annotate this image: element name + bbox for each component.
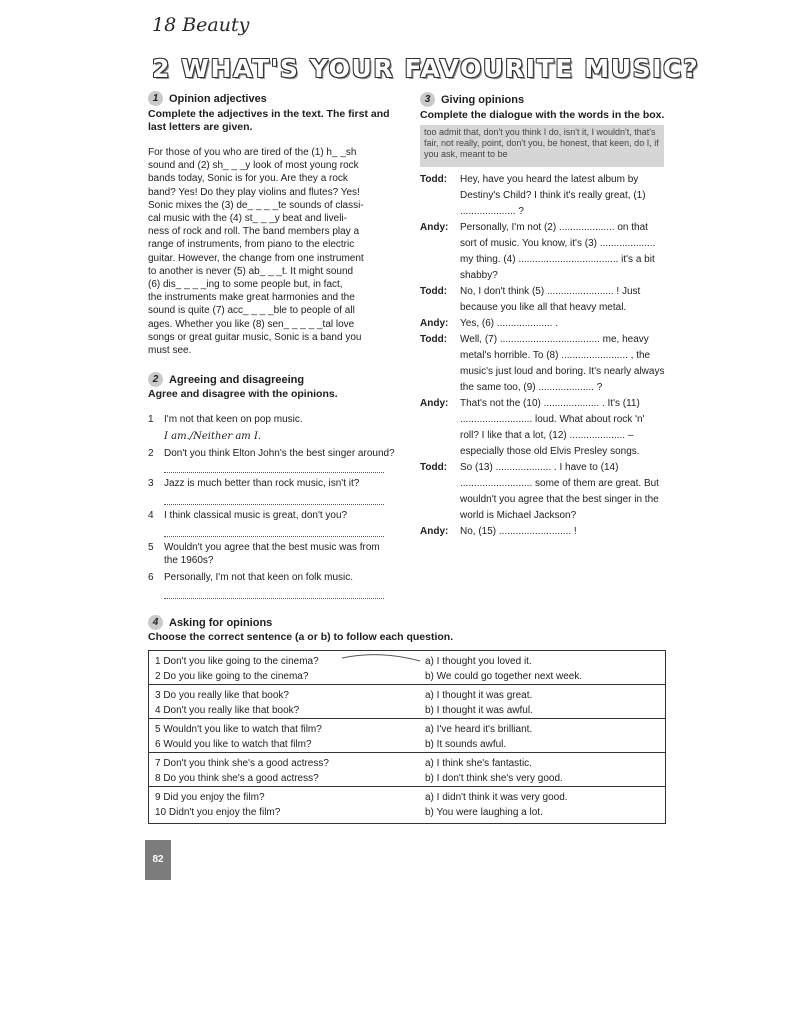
speaker: Andy: [420, 526, 449, 537]
hand-drawn-connector-line [340, 652, 422, 666]
section-asking-opinions [148, 615, 668, 644]
text-line: (6) dis_ _ _ _ing to some people but, in fact, [148, 279, 343, 291]
speaker: Andy: [420, 318, 449, 329]
question: 4 Don't you really like that book? [155, 705, 300, 716]
answer-line[interactable] [148, 526, 396, 537]
answer-line[interactable] [148, 588, 396, 599]
section-number-badge: 2 [148, 372, 163, 387]
option-a[interactable]: a) I thought it was great. [419, 685, 665, 704]
section-2-heading: Agreeing and disagreeing [169, 373, 305, 386]
section-1-text [148, 146, 396, 357]
options-table-frame [148, 650, 666, 824]
section-number-badge: 4 [148, 615, 163, 630]
utterance: So (13) .................... . I have to (14) .......................... some of them are great. But wouldn't you agree that the best singer in the world is Michael Jackson? [460, 462, 659, 521]
section-3-instruction: Complete the dialogue with the words in the box. [420, 109, 665, 121]
list-item [148, 571, 396, 584]
table-row [149, 787, 665, 806]
section-1-header [148, 91, 396, 106]
speaker: Todd: [420, 286, 448, 297]
options-table [149, 651, 665, 823]
utterance: No, (15) .......................... ! [460, 526, 577, 537]
section-3-heading: Giving opinions [441, 93, 525, 106]
section-4-header [148, 615, 668, 630]
utterance: Yes, (6) .................... . [460, 318, 558, 329]
utterance: That's not the (10) .................... . It's (11) .......................... loud. What about rock 'n' roll? I like that a lot, (12) .................... – especially those old Elvis Presley songs. [460, 398, 645, 457]
section-1-heading: Opinion adjectives [169, 92, 267, 105]
list-item [148, 477, 396, 490]
speaker: Andy: [420, 398, 449, 409]
item-number: 3 [148, 478, 154, 489]
list-item [148, 509, 396, 522]
item-text: Personally, I'm not that keen on folk music. [164, 572, 354, 583]
section-1-instruction: Complete the adjectives in the text. The first and last letters are given. [148, 108, 390, 133]
dialogue-turn [420, 284, 666, 316]
text-line: band? Yes! Do they play violins and flutes? Yes! [148, 186, 360, 198]
section-giving-opinions [420, 92, 666, 122]
section-4-heading: Asking for opinions [169, 616, 273, 629]
dialogue [420, 172, 666, 540]
speaker: Andy: [420, 222, 449, 233]
option-a[interactable]: a) I didn't think it was very good. [419, 787, 665, 806]
section-3-header [420, 92, 666, 107]
item-number: 2 [148, 448, 154, 459]
text-line: range of instruments, from piano to the electric [148, 239, 355, 251]
item-text: I'm not that keen on pop music. [164, 414, 303, 425]
text-line: songs or great guitar music, Sonic is a band you [148, 331, 362, 343]
utterance: Hey, have you heard the latest album by Destiny's Child? I think it's really great, (1) .................... ? [460, 174, 646, 217]
dialogue-turn [420, 332, 666, 396]
section-number-badge: 1 [148, 91, 163, 106]
option-a[interactable]: a) I think she's fantastic. [419, 753, 665, 772]
table-row [149, 753, 665, 772]
option-a[interactable]: a) I've heard it's brilliant. [419, 719, 665, 738]
item-number: 5 [148, 542, 154, 553]
list-item [148, 447, 396, 460]
text-line: guitar. However, the change from one instrument [148, 252, 364, 264]
section-2-instruction: Agree and disagree with the opinions. [148, 388, 338, 400]
answer-line[interactable] [148, 462, 396, 473]
table-row [149, 719, 665, 738]
option-a[interactable]: a) I thought you loved it. [425, 656, 532, 667]
section-2-header [148, 372, 396, 387]
dialogue-turn [420, 172, 666, 220]
item-text: Wouldn't you agree that the best music was from the 1960s? [164, 542, 380, 566]
question: 10 Didn't you enjoy the film? [155, 807, 281, 818]
section-number-badge: 3 [420, 92, 435, 107]
text-line: cal music with the (4) st_ _ _y beat and liveli- [148, 213, 347, 225]
list-item [148, 541, 396, 567]
item-number: 6 [148, 572, 154, 583]
item-text: Don't you think Elton John's the best singer around? [164, 448, 395, 459]
table-row [149, 685, 665, 704]
dialogue-turn [420, 524, 666, 540]
table-row [149, 669, 665, 685]
text-line: Sonic mixes the (3) de_ _ _ _te sounds of classi- [148, 199, 364, 211]
text-line: For those of you who are tired of the (1) h_ _sh [148, 147, 357, 158]
dialogue-turn [420, 316, 666, 332]
section-agreeing-disagreeing [148, 372, 396, 603]
utterance: Well, (7) .................................... me, heavy metal's horrible. To (8) ........................ , the music's just loud and boring. It's nearly always the same too, (9) .................... ? [460, 334, 665, 393]
utterance: Personally, I'm not (2) .................... on that sort of music. You know, it's (3) .................... my thing. (4) .................................... it's a bit shabby? [460, 222, 656, 281]
page-number: 82 [145, 840, 171, 880]
speaker: Todd: [420, 334, 448, 345]
page-title: 2 WHAT'S YOUR FAVOURITE MUSIC? [152, 54, 700, 83]
dialogue-turn [420, 220, 666, 284]
section-2-items [148, 413, 396, 599]
text-line: the instruments make great harmonies and the [148, 292, 355, 304]
option-b[interactable]: b) We could go together next week. [425, 671, 583, 682]
word-box: too admit that, don't you think I do, isn't it, I wouldn't, that's fair, not really, point, don't you, be honest, that keen, do I, if you ask, meant to be [420, 125, 664, 167]
item-text: I think classical music is great, don't you? [164, 510, 348, 521]
text-line: sound is quite (7) acc_ _ _ _ble to people of all [148, 305, 355, 317]
option-b[interactable]: b) You were laughing a lot. [425, 807, 543, 818]
table-row [149, 703, 665, 719]
question: 1 Don't you like going to the cinema? [155, 656, 319, 667]
answer-line[interactable] [148, 494, 396, 505]
question: 6 Would you like to watch that film? [155, 739, 312, 750]
utterance: No, I don't think (5) ........................ ! Just because you like all that heavy metal. [460, 286, 641, 313]
question: 8 Do you think she's a good actress? [155, 773, 319, 784]
question: 7 Don't you think she's a good actress? [149, 753, 419, 772]
dialogue-turn [420, 460, 666, 524]
question: 9 Did you enjoy the film? [149, 787, 419, 806]
item-text: Jazz is much better than rock music, isn't it? [164, 478, 360, 489]
example-answer: I am./Neither am I. [164, 431, 262, 442]
dialogue-turn [420, 396, 666, 460]
question: 5 Wouldn't you like to watch that film? [149, 719, 419, 738]
text-line: to another is never (5) ab_ _ _t. It might sound [148, 265, 354, 277]
option-b[interactable]: b) I thought it was awful. [425, 705, 533, 716]
question: 3 Do you really like that book? [149, 685, 419, 704]
text-line: sound and (2) sh_ _ _y look of most young rock [148, 160, 359, 172]
item-number: 4 [148, 510, 154, 521]
chapter-header: 18 Beauty [152, 14, 250, 36]
text-line: must see. [148, 345, 192, 357]
list-item [148, 413, 396, 426]
section-opinion-adjectives [148, 91, 396, 357]
question: 2 Do you like going to the cinema? [155, 671, 309, 682]
table-row [149, 737, 665, 753]
option-b[interactable]: b) I don't think she's very good. [425, 773, 563, 784]
table-row [149, 805, 665, 823]
table-row [149, 771, 665, 787]
text-line: ness of rock and roll. The band members play a [148, 226, 360, 238]
speaker: Todd: [420, 462, 448, 473]
text-line: ages. Whether you like (8) sen_ _ _ _ _tal love [148, 318, 355, 330]
option-b[interactable]: b) It sounds awful. [425, 739, 507, 750]
item-number: 1 [148, 414, 154, 425]
text-line: bands today, Sonic is for you. Are they a rock [148, 173, 348, 185]
speaker: Todd: [420, 174, 448, 185]
section-4-instruction: Choose the correct sentence (a or b) to follow each question. [148, 631, 454, 643]
